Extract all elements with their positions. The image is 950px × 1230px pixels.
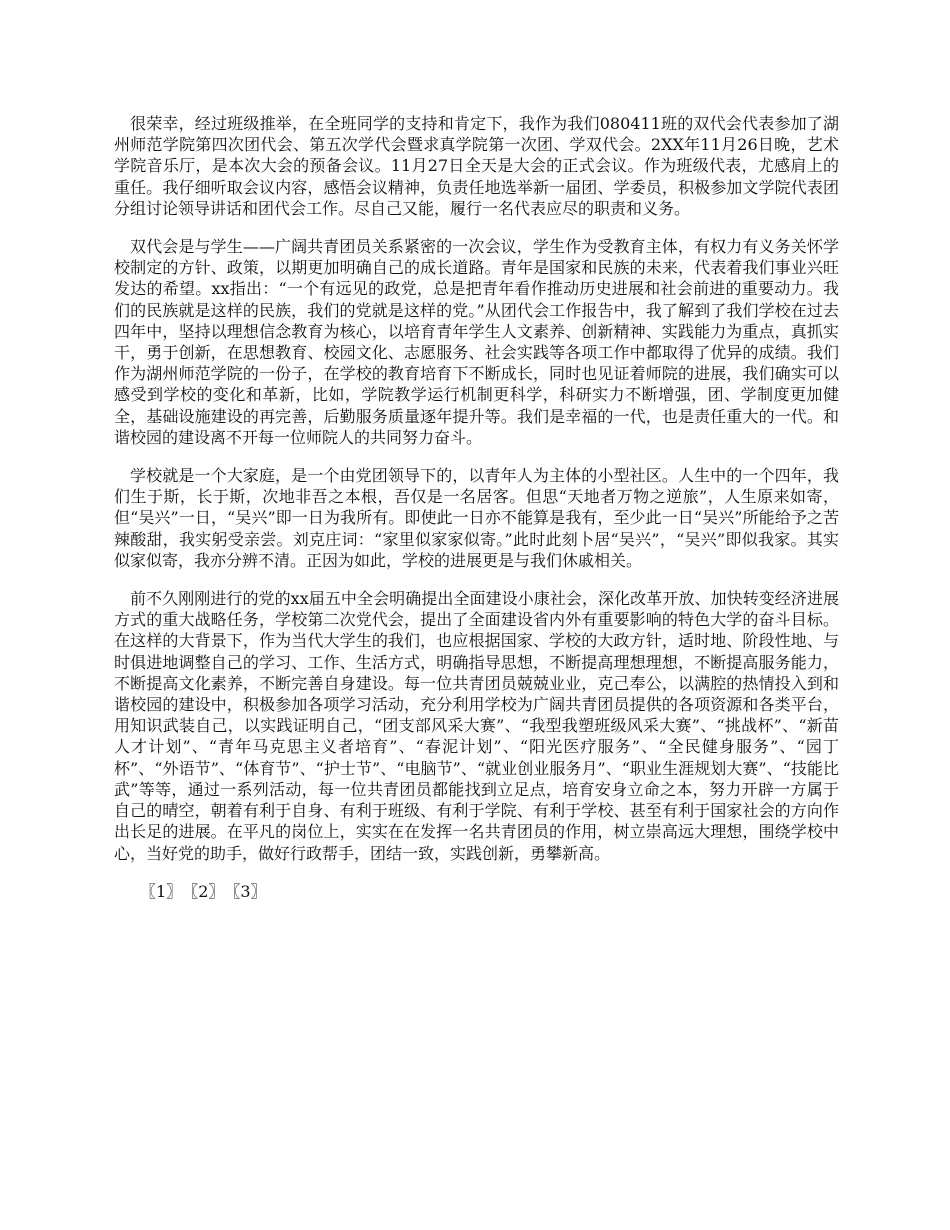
- page-link-3[interactable]: 〖3〗: [224, 881, 267, 901]
- paragraph-4: 前不久刚刚进行的党的xx届五中全会明确提出全面建设小康社会，深化改革开放、加快转变经济进展方式的重大战略任务，学校第二次党代会，提出了全面建设省内外有重要影响的特色大学的奋斗目标。在这样的大背景下，作为当代大学生的我们，也应根据国家、学校的大政方针，适时地、阶段性地、与时俱进地调整自己的学习、工作、生活方式，明确指导思想，不断提高理想理想，不断提高服务能力，不断提高文化素养，不断完善自身建设。每一位共青团员兢兢业业，克己奉公，以满腔的热情投入到和谐校园的建设中，积极参加各项学习活动，充分利用学校为广阔共青团员提供的各项资源和各类平台，用知识武装自己，以实践证明自己，“团支部风采大赛”、“我型我塑班级风采大赛”、“挑战杯”、“新苗人才计划”、“青年马克思主义者培育”、“春泥计划”、“阳光医疗服务”、“全民健身服务”、“园丁杯”、“外语节”、“体育节”、“护士节”、“电脑节”、“就业创业服务月”、“职业生涯规划大赛”、“技能比武”等等，通过一系列活动，每一位共青团员都能找到立足点，培育安身立命之本，努力开辟一方属于自己的晴空，朝着有利于自身、有利于班级、有利于学院、有利于学校、甚至有利于国家社会的方向作出长足的进展。在平凡的岗位上，实实在在发挥一名共青团员的作用，树立崇高远大理想，围绕学校中心，当好党的助手，做好行政帮手，团结一致，实践创新，勇攀新高。: [114, 589, 839, 863]
- page-link-2[interactable]: 〖2〗: [182, 881, 225, 901]
- paragraph-2: 双代会是与学生——广阔共青团员关系紧密的一次会议，学生作为受教育主体，有权力有义务关怀学校制定的方针、政策，以期更加明确自己的成长道路。青年是国家和民族的未来，代表着我们事业兴旺发达的希望。xx指出：“一个有远见的政党，总是把青年看作推动历史进展和社会前进的重要动力。我们的民族就是这样的民族，我们的党就是这样的党。”从团代会工作报告中，我了解到了我们学校在过去四年中，坚持以理想信念教育为核心，以培育青年学生人文素养、创新精神、实践能力为重点，真抓实干，勇于创新，在思想教育、校园文化、志愿服务、社会实践等各项工作中都取得了优异的成绩。我们作为湖州师范学院的一份子，在学校的教育培育下不断成长，同时也见证着师院的进展，我们确实可以感受到学校的变化和革新，比如，学院教学运行机制更科学，科研实力不断增强，团、学制度更加健全，基础设施建设的再完善，后勤服务质量逐年提升等。我们是幸福的一代，也是责任重大的一代。和谐校园的建设离不开每一位师院人的共同努力奋斗。: [114, 237, 839, 447]
- paragraph-1: 很荣幸，经过班级推举，在全班同学的支持和肯定下，我作为我们080411班的双代会代表参加了湖州师范学院第四次团代会、第五次学代会暨求真学院第一次团、学双代会。2XX年11月26日晚，艺术学院音乐厅，是本次大会的预备会议。11月27日全天是大会的正式会议。作为班级代表，尤感肩上的重任。我仔细听取会议内容，感悟会议精神，负责任地选举新一届团、学委员，积极参加文学院代表团分组讨论领导讲话和团代会工作。尽自己又能，履行一名代表应尽的职责和义务。: [114, 114, 839, 218]
- pagination: [114, 881, 839, 902]
- paragraph-3: 学校就是一个大家庭，是一个由党团领导下的，以青年人为主体的小型社区。人生中的一个四年，我们生于斯，长于斯，次地非吾之本根，吾仅是一名居客。但思“天地者万物之逆旅”，人生原来如寄，但“吴兴”一日，“吴兴”即一日为我所有。即使此一日亦不能算是我有，至少此一日“吴兴”所能给予之苦辣酸甜，我实躬受亲尝。刘克庄词：“家里似家家似寄。”此时此刻卜居“吴兴”，“吴兴”即似我家。其实似家似寄，我亦分辨不清。正因为如此，学校的进展更是与我们休戚相关。: [114, 466, 839, 570]
- page-link-1[interactable]: 〖1〗: [140, 881, 183, 901]
- document-body: [114, 113, 839, 902]
